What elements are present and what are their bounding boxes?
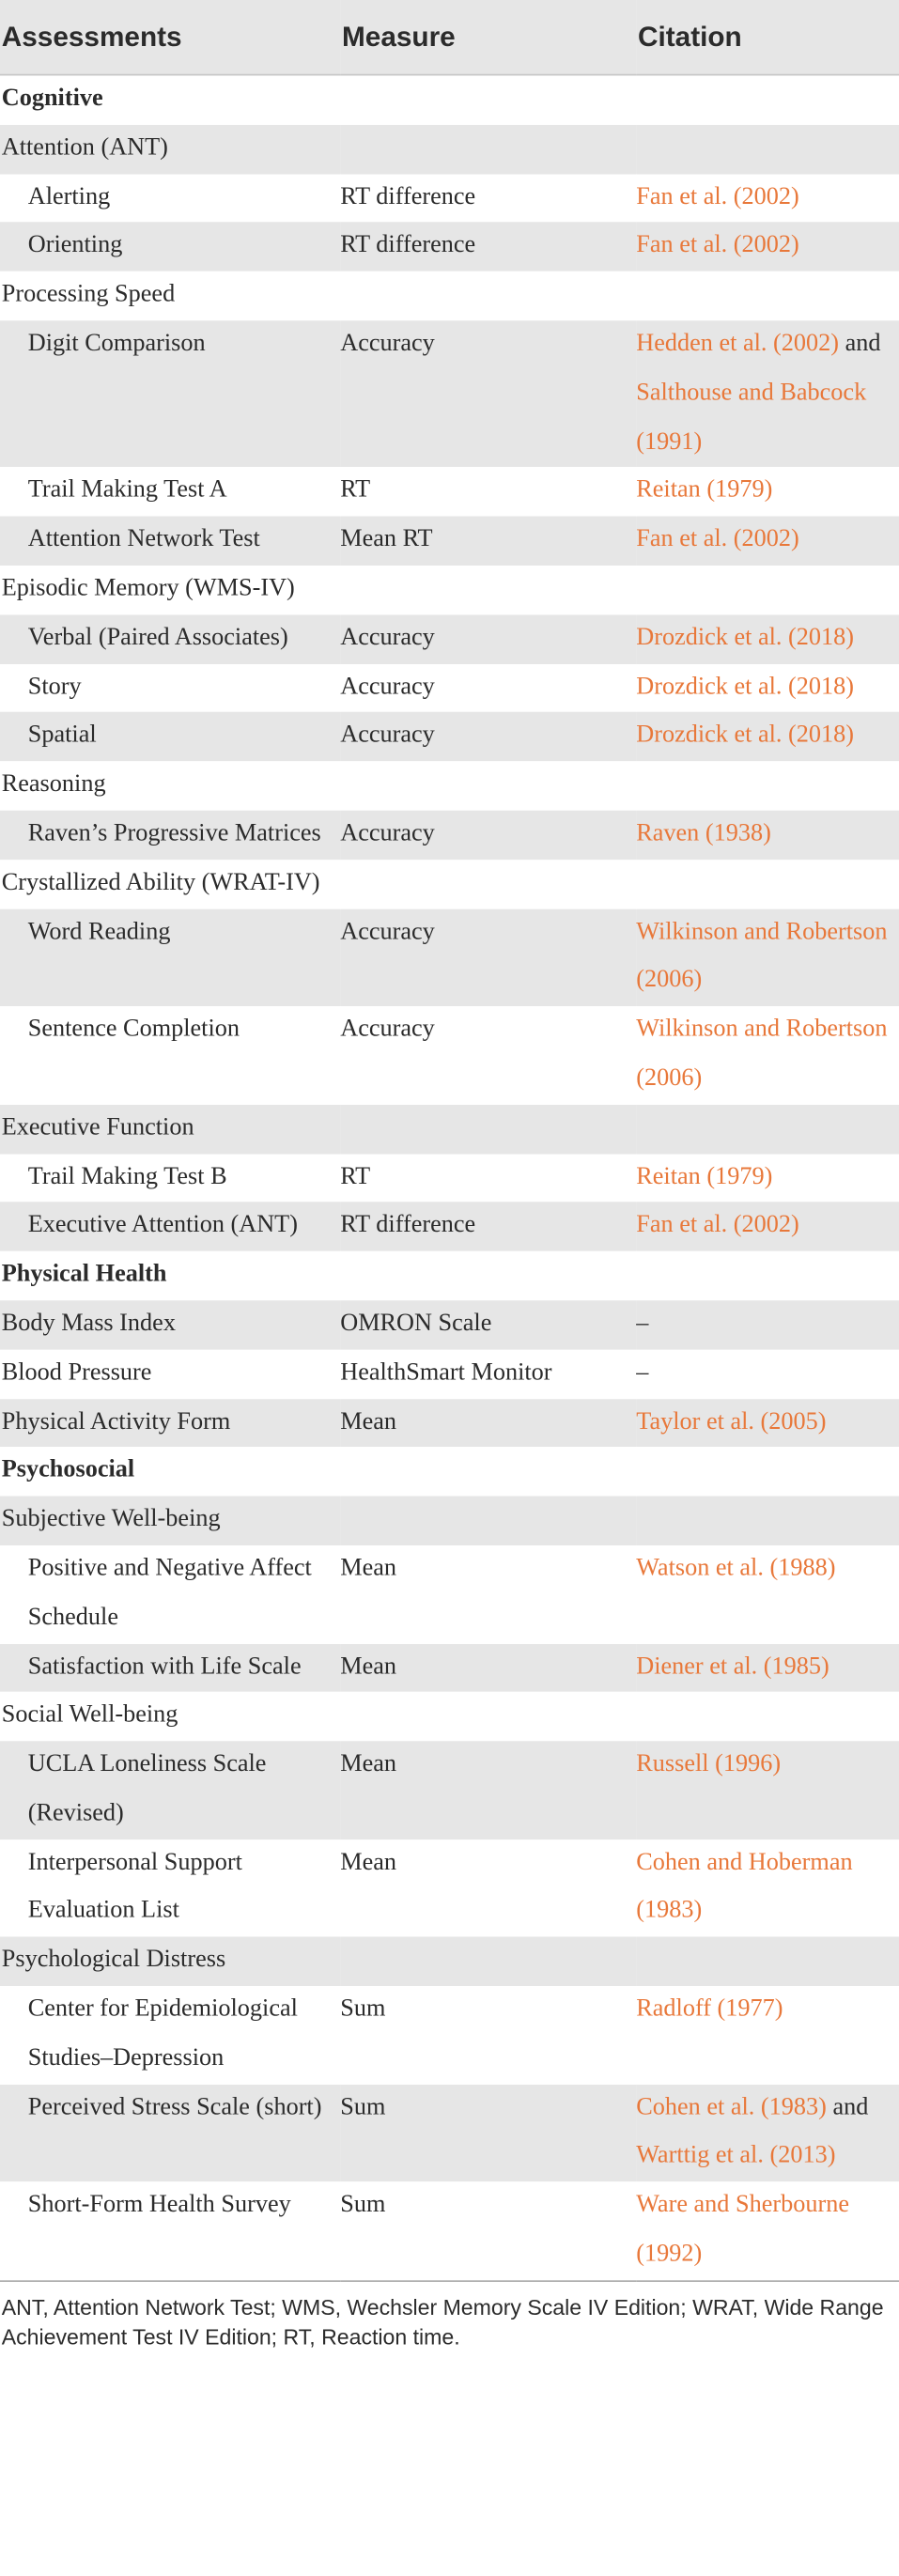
- table-footer: [0, 2281, 899, 2352]
- measure-cell: [340, 1448, 636, 1497]
- measure-cell: Accuracy: [340, 712, 636, 761]
- citation-link[interactable]: Cohen and Hoberman (1983): [636, 1849, 853, 1925]
- measure-cell: [340, 125, 636, 174]
- group-label: Attention (ANT): [0, 125, 340, 174]
- assessment-label: Orienting: [0, 223, 340, 272]
- citation-cell: [636, 1643, 899, 1692]
- measure-cell: Accuracy: [340, 614, 636, 663]
- table-body: [0, 75, 899, 2281]
- assessment-label: Word Reading: [0, 908, 340, 1006]
- measure-cell: Accuracy: [340, 908, 636, 1006]
- citation-cell: [636, 272, 899, 320]
- section-heading: Psychosocial: [0, 1448, 340, 1497]
- citation-cell: [636, 468, 899, 517]
- citation-cell: [636, 860, 899, 908]
- citation-cell: [636, 1545, 899, 1643]
- header-citation: Citation: [636, 0, 899, 75]
- citation-cell: [636, 1398, 899, 1447]
- header-assessments: Assessments: [0, 0, 340, 75]
- assessment-label: Positive and Negative Affect Schedule: [0, 1545, 340, 1643]
- header-measure: Measure: [340, 0, 636, 75]
- header-row: [0, 0, 899, 75]
- table-row: [0, 517, 899, 566]
- citation-cell: [636, 2182, 899, 2281]
- table-row: [0, 1006, 899, 1104]
- table-row: [0, 2182, 899, 2281]
- measure-cell: Accuracy: [340, 1006, 636, 1104]
- citation-link[interactable]: Hedden et al. (2002): [636, 330, 840, 357]
- footnote: ANT, Attention Network Test; WMS, Wechsler Memory Scale IV Edition; WRAT, Wide Range Achievement Test IV Edition; RT, Reaction time.: [0, 2281, 899, 2352]
- measure-cell: Sum: [340, 2182, 636, 2281]
- citation-link[interactable]: Wilkinson and Robertson (2006): [636, 918, 888, 994]
- assessment-label: Raven’s Progressive Matrices: [0, 811, 340, 860]
- assessment-label: Sentence Completion: [0, 1006, 340, 1104]
- table-row: [0, 811, 899, 860]
- section-heading: Cognitive: [0, 75, 340, 125]
- measure-cell: Accuracy: [340, 811, 636, 860]
- assessment-label: Alerting: [0, 174, 340, 223]
- assessment-label: Verbal (Paired Associates): [0, 614, 340, 663]
- citation-link[interactable]: Ware and Sherbourne (1992): [636, 2192, 850, 2268]
- table-header: [0, 0, 899, 75]
- assessment-label: Interpersonal Support Evaluation List: [0, 1839, 340, 1937]
- citation-cell: [636, 1105, 899, 1154]
- assessment-label: Executive Attention (ANT): [0, 1203, 340, 1251]
- measure-cell: Mean: [340, 1741, 636, 1839]
- table-row: [0, 860, 899, 908]
- measure-cell: Sum: [340, 2084, 636, 2181]
- assessment-label: Attention Network Test: [0, 517, 340, 566]
- assessment-label: Short-Form Health Survey: [0, 2182, 340, 2281]
- table-row: [0, 1497, 899, 1545]
- citation-cell: [636, 1154, 899, 1203]
- citation-link[interactable]: Taylor et al. (2005): [636, 1407, 827, 1435]
- citation-cell: [636, 1741, 899, 1839]
- citation-cell: [636, 1692, 899, 1741]
- measure-cell: [340, 1692, 636, 1741]
- citation-cell: [636, 320, 899, 467]
- citation-link[interactable]: Raven (1938): [636, 820, 771, 847]
- citation-link[interactable]: Wilkinson and Robertson (2006): [636, 1016, 888, 1092]
- table-row: [0, 712, 899, 761]
- citation-cell: [636, 223, 899, 272]
- table-row: [0, 762, 899, 811]
- measure-cell: RT difference: [340, 174, 636, 223]
- measure-cell: [340, 1251, 636, 1300]
- citation-cell: [636, 1203, 899, 1251]
- citation-link[interactable]: Radloff (1977): [636, 1995, 783, 2023]
- citation-link[interactable]: Fan et al. (2002): [636, 526, 799, 553]
- table-row: [0, 174, 899, 223]
- citation-text: and: [826, 2093, 869, 2120]
- citation-link[interactable]: Drozdick et al. (2018): [636, 624, 855, 651]
- citation-link[interactable]: Drozdick et al. (2018): [636, 673, 855, 700]
- group-label: Processing Speed: [0, 272, 340, 320]
- measure-cell: RT: [340, 1154, 636, 1203]
- table-row: [0, 2084, 899, 2181]
- measure-cell: RT: [340, 468, 636, 517]
- table-row: [0, 1300, 899, 1349]
- citation-cell: [636, 712, 899, 761]
- group-label: Episodic Memory (WMS-IV): [0, 566, 340, 614]
- citation-cell: [636, 125, 899, 174]
- group-label: Physical Activity Form: [0, 1398, 340, 1447]
- measure-cell: [340, 272, 636, 320]
- measure-cell: Mean: [340, 1643, 636, 1692]
- citation-link[interactable]: Reitan (1979): [636, 477, 773, 504]
- table-row: [0, 1741, 899, 1839]
- measure-cell: Accuracy: [340, 320, 636, 467]
- citation-cell: [636, 1986, 899, 2084]
- citation-link[interactable]: Reitan (1979): [636, 1163, 773, 1190]
- citation-cell: [636, 1006, 899, 1104]
- citation-cell: [636, 908, 899, 1006]
- measure-cell: HealthSmart Monitor: [340, 1349, 636, 1398]
- citation-cell: [636, 1448, 899, 1497]
- citation-link[interactable]: Drozdick et al. (2018): [636, 722, 855, 749]
- table-row: [0, 320, 899, 467]
- citation-link[interactable]: Salthouse and Babcock (1991): [636, 379, 867, 456]
- table-row: [0, 1448, 899, 1497]
- group-label: Executive Function: [0, 1105, 340, 1154]
- table-row: [0, 1349, 899, 1398]
- table-row: [0, 1203, 899, 1251]
- citation-text: –: [636, 1310, 649, 1337]
- measure-cell: RT difference: [340, 1203, 636, 1251]
- citation-cell: [636, 1300, 899, 1349]
- measure-cell: Mean: [340, 1398, 636, 1447]
- table-row: [0, 1251, 899, 1300]
- measure-cell: [340, 1497, 636, 1545]
- group-label: Crystallized Ability (WRAT-IV): [0, 860, 340, 908]
- assessment-label: Satisfaction with Life Scale: [0, 1643, 340, 1692]
- citation-cell: [636, 614, 899, 663]
- citation-text: –: [636, 1358, 649, 1386]
- citation-link[interactable]: Diener et al. (1985): [636, 1653, 829, 1680]
- citation-cell: [636, 762, 899, 811]
- assessment-label: Spatial: [0, 712, 340, 761]
- assessment-label: Story: [0, 663, 340, 712]
- citation-link[interactable]: Watson et al. (1988): [636, 1555, 836, 1582]
- table-row: [0, 1692, 899, 1741]
- group-label: Reasoning: [0, 762, 340, 811]
- group-label: Subjective Well-being: [0, 1497, 340, 1545]
- footnote-row: [0, 2281, 899, 2352]
- table-row: [0, 1545, 899, 1643]
- assessment-label: Trail Making Test B: [0, 1154, 340, 1203]
- table-row: [0, 468, 899, 517]
- measure-cell: [340, 75, 636, 125]
- citation-cell: [636, 2084, 899, 2181]
- measure-cell: Mean: [340, 1545, 636, 1643]
- citation-cell: [636, 174, 899, 223]
- table-row: [0, 1105, 899, 1154]
- assessment-label: Trail Making Test A: [0, 468, 340, 517]
- group-label: Body Mass Index: [0, 1300, 340, 1349]
- citation-cell: [636, 1497, 899, 1545]
- assessment-label: Digit Comparison: [0, 320, 340, 467]
- table-row: [0, 1839, 899, 1937]
- citation-link[interactable]: Cohen et al. (1983): [636, 2093, 827, 2120]
- table-row: [0, 75, 899, 125]
- measure-cell: Accuracy: [340, 663, 636, 712]
- table-row: [0, 1398, 899, 1447]
- measure-cell: [340, 1937, 636, 1986]
- citation-link[interactable]: Fan et al. (2002): [636, 232, 799, 259]
- table-row: [0, 1986, 899, 2084]
- citation-cell: [636, 75, 899, 125]
- table-row: [0, 614, 899, 663]
- citation-cell: [636, 566, 899, 614]
- citation-cell: [636, 1937, 899, 1986]
- table-row: [0, 272, 899, 320]
- citation-cell: [636, 517, 899, 566]
- table-row: [0, 663, 899, 712]
- table-row: [0, 1937, 899, 1986]
- measure-cell: [340, 762, 636, 811]
- citation-cell: [636, 1349, 899, 1398]
- measure-cell: Sum: [340, 1986, 636, 2084]
- table-row: [0, 1643, 899, 1692]
- table-row: [0, 1154, 899, 1203]
- group-label: Social Well-being: [0, 1692, 340, 1741]
- measure-cell: [340, 860, 636, 908]
- citation-link[interactable]: Russell (1996): [636, 1750, 782, 1777]
- measure-cell: Mean RT: [340, 517, 636, 566]
- assessment-label: Perceived Stress Scale (short): [0, 2084, 340, 2181]
- citation-link[interactable]: Fan et al. (2002): [636, 183, 799, 210]
- measure-cell: OMRON Scale: [340, 1300, 636, 1349]
- citation-cell: [636, 1839, 899, 1937]
- citation-cell: [636, 663, 899, 712]
- measure-cell: RT difference: [340, 223, 636, 272]
- measure-cell: [340, 566, 636, 614]
- citation-cell: [636, 1251, 899, 1300]
- citation-link[interactable]: Fan et al. (2002): [636, 1212, 799, 1239]
- group-label: Blood Pressure: [0, 1349, 340, 1398]
- table-row: [0, 125, 899, 174]
- group-label: Psychological Distress: [0, 1937, 340, 1986]
- table-row: [0, 908, 899, 1006]
- assessment-label: UCLA Loneliness Scale (Revised): [0, 1741, 340, 1839]
- assessment-label: Center for Epidemiological Studies–Depression: [0, 1986, 340, 2084]
- table-row: [0, 566, 899, 614]
- citation-cell: [636, 811, 899, 860]
- table-row: [0, 223, 899, 272]
- section-heading: Physical Health: [0, 1251, 340, 1300]
- measure-cell: Mean: [340, 1839, 636, 1937]
- measure-cell: [340, 1105, 636, 1154]
- citation-link[interactable]: Warttig et al. (2013): [636, 2143, 836, 2170]
- citation-text: and: [839, 330, 881, 357]
